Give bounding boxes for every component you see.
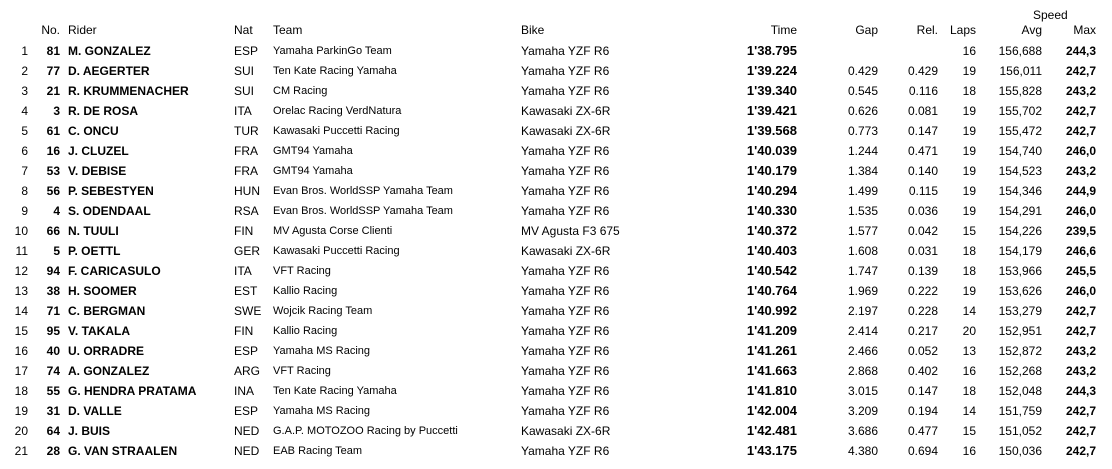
row-rider: G. VAN STRAALEN (68, 444, 178, 458)
row-gap: 2.868 (847, 364, 878, 378)
row-rel: 0.139 (907, 264, 938, 278)
row-rel: 0.052 (907, 344, 938, 358)
row-gap: 2.414 (847, 324, 878, 338)
row-rider: U. ORRADRE (68, 344, 145, 358)
row-laps: 15 (962, 224, 976, 238)
row-laps: 18 (962, 384, 976, 398)
row-laps: 16 (962, 444, 976, 458)
row-team: VFT Racing (273, 265, 331, 277)
table-row (0, 261, 1112, 281)
header-nat: Nat (234, 23, 253, 37)
table-header (0, 23, 1112, 38)
row-avg-speed: 154,291 (998, 204, 1042, 218)
row-position: 20 (14, 424, 28, 438)
row-laps: 19 (962, 284, 976, 298)
row-max-speed: 246,0 (1065, 204, 1096, 218)
row-position: 1 (21, 44, 28, 58)
row-nationality: FIN (234, 324, 254, 338)
row-position: 17 (14, 364, 28, 378)
row-number: 55 (46, 384, 60, 398)
row-bike: Yamaha YZF R6 (521, 64, 610, 78)
row-rider: R. DE ROSA (68, 104, 139, 118)
row-team: Yamaha ParkinGo Team (273, 45, 392, 57)
row-bike: Yamaha YZF R6 (521, 84, 610, 98)
row-team: GMT94 Yamaha (273, 145, 353, 157)
header-team: Team (273, 23, 303, 37)
row-nationality: NED (234, 444, 260, 458)
row-number: 16 (46, 144, 60, 158)
table-row (0, 281, 1112, 301)
table-row (0, 341, 1112, 361)
row-rider: C. ONCU (68, 124, 119, 138)
row-laps: 14 (962, 304, 976, 318)
row-nationality: ARG (234, 364, 261, 378)
row-max-speed: 243,2 (1065, 344, 1096, 358)
row-rel: 0.222 (907, 284, 938, 298)
row-nationality: ITA (234, 264, 252, 278)
row-rider: D. VALLE (68, 404, 122, 418)
row-team: Evan Bros. WorldSSP Yamaha Team (273, 185, 453, 197)
row-max-speed: 242,7 (1065, 324, 1096, 338)
row-max-speed: 242,7 (1065, 64, 1096, 78)
row-rider: R. KRUMMENACHER (68, 84, 189, 98)
row-number: 56 (46, 184, 60, 198)
row-gap: 3.686 (847, 424, 878, 438)
row-position: 14 (14, 304, 28, 318)
row-max-speed: 243,2 (1065, 164, 1096, 178)
row-nationality: INA (234, 384, 255, 398)
row-position: 5 (21, 124, 28, 138)
row-time: 1'39.340 (746, 83, 797, 98)
row-laps: 19 (962, 164, 976, 178)
row-bike: Yamaha YZF R6 (521, 304, 610, 318)
row-nationality: TUR (234, 124, 259, 138)
row-max-speed: 245,5 (1065, 264, 1096, 278)
row-rider: F. CARICASULO (68, 264, 161, 278)
row-laps: 18 (962, 84, 976, 98)
row-gap: 1.535 (847, 204, 878, 218)
row-rider: P. OETTL (68, 244, 121, 258)
row-rider: V. TAKALA (68, 324, 131, 338)
row-gap: 0.545 (847, 84, 878, 98)
header-time: Time (770, 23, 797, 37)
table-row (0, 361, 1112, 381)
row-position: 4 (21, 104, 28, 118)
row-gap: 1.608 (847, 244, 878, 258)
row-gap: 0.429 (847, 64, 878, 78)
row-rider: J. BUIS (68, 424, 111, 438)
row-laps: 19 (962, 184, 976, 198)
row-nationality: FIN (234, 224, 254, 238)
row-max-speed: 244,3 (1065, 44, 1096, 58)
row-laps: 20 (962, 324, 976, 338)
row-team: Evan Bros. WorldSSP Yamaha Team (273, 205, 453, 217)
row-avg-speed: 155,828 (998, 84, 1042, 98)
row-avg-speed: 152,048 (998, 384, 1042, 398)
row-time: 1'40.179 (746, 163, 797, 178)
row-max-speed: 242,7 (1065, 404, 1096, 418)
row-nationality: ESP (234, 404, 259, 418)
row-avg-speed: 152,268 (998, 364, 1042, 378)
row-position: 10 (14, 224, 28, 238)
row-rel: 0.147 (907, 124, 938, 138)
row-rider: N. TUULI (68, 224, 119, 238)
row-avg-speed: 150,036 (998, 444, 1042, 458)
row-laps: 14 (962, 404, 976, 418)
row-number: 66 (46, 224, 60, 238)
row-laps: 19 (962, 64, 976, 78)
row-bike: Kawasaki ZX-6R (521, 244, 611, 258)
row-bike: Yamaha YZF R6 (521, 384, 610, 398)
row-number: 53 (46, 164, 60, 178)
row-team: Wojcik Racing Team (273, 305, 373, 317)
row-time: 1'40.330 (746, 203, 797, 218)
row-bike: Yamaha YZF R6 (521, 264, 610, 278)
row-bike: Yamaha YZF R6 (521, 204, 610, 218)
row-rider: H. SOOMER (68, 284, 137, 298)
row-team: EAB Racing Team (273, 445, 363, 457)
row-laps: 16 (962, 364, 976, 378)
row-gap: 0.626 (847, 104, 878, 118)
row-position: 11 (15, 244, 28, 258)
row-time: 1'41.209 (746, 323, 797, 338)
row-nationality: FRA (234, 164, 258, 178)
row-number: 94 (46, 264, 60, 278)
row-position: 18 (14, 384, 28, 398)
row-number: 64 (46, 424, 60, 438)
row-bike: Yamaha YZF R6 (521, 364, 610, 378)
row-nationality: EST (234, 284, 258, 298)
row-bike: Yamaha YZF R6 (521, 444, 610, 458)
row-bike: Kawasaki ZX-6R (521, 104, 611, 118)
row-gap: 4.380 (847, 444, 878, 458)
row-avg-speed: 153,966 (998, 264, 1042, 278)
row-team: MV Agusta Corse Clienti (273, 225, 393, 237)
row-gap: 1.577 (847, 224, 878, 238)
row-rider: D. AEGERTER (68, 64, 150, 78)
row-rider: J. CLUZEL (68, 144, 129, 158)
row-number: 77 (46, 64, 60, 78)
row-number: 38 (46, 284, 60, 298)
header-rel: Rel. (916, 23, 938, 37)
row-laps: 18 (962, 264, 976, 278)
row-rel: 0.477 (907, 424, 938, 438)
row-bike: MV Agusta F3 675 (521, 224, 620, 238)
row-team: Orelac Racing VerdNatura (273, 105, 402, 117)
row-laps: 19 (962, 104, 976, 118)
row-time: 1'41.261 (746, 343, 797, 358)
row-time: 1'40.764 (746, 283, 797, 298)
row-number: 40 (46, 344, 60, 358)
row-rel: 0.042 (907, 224, 938, 238)
row-laps: 19 (962, 204, 976, 218)
row-max-speed: 244,3 (1065, 384, 1096, 398)
row-time: 1'42.004 (746, 403, 797, 418)
row-rel: 0.429 (907, 64, 938, 78)
row-number: 4 (53, 204, 60, 218)
row-nationality: NED (234, 424, 260, 438)
speed-group-header: Speed (1033, 8, 1068, 22)
row-rel: 0.694 (907, 444, 938, 458)
row-gap: 1.747 (847, 264, 878, 278)
row-laps: 15 (962, 424, 976, 438)
row-bike: Kawasaki ZX-6R (521, 424, 611, 438)
row-max-speed: 243,2 (1065, 84, 1096, 98)
row-rider: A. GONZALEZ (68, 364, 150, 378)
header-no: No. (41, 23, 60, 37)
row-max-speed: 242,7 (1065, 424, 1096, 438)
row-avg-speed: 156,688 (998, 44, 1042, 58)
row-rider: M. GONZALEZ (68, 44, 151, 58)
table-row (0, 301, 1112, 321)
header-rider: Rider (68, 23, 97, 37)
row-nationality: RSA (234, 204, 259, 218)
table-row (0, 381, 1112, 401)
row-nationality: SUI (234, 84, 255, 98)
row-avg-speed: 155,472 (998, 124, 1042, 138)
row-position: 12 (14, 264, 28, 278)
row-gap: 0.773 (847, 124, 878, 138)
row-rider: P. SEBESTYEN (68, 184, 154, 198)
row-number: 81 (46, 44, 60, 58)
row-laps: 16 (962, 44, 976, 58)
row-number: 3 (53, 104, 60, 118)
row-gap: 1.499 (847, 184, 878, 198)
row-time: 1'40.542 (746, 263, 797, 278)
row-gap: 1.244 (847, 144, 878, 158)
row-laps: 18 (962, 244, 976, 258)
row-nationality: SWE (234, 304, 262, 318)
header-max: Max (1073, 23, 1096, 37)
row-rel: 0.471 (907, 144, 938, 158)
row-position: 21 (14, 444, 28, 458)
table-row (0, 321, 1112, 341)
row-team: Yamaha MS Racing (273, 345, 371, 357)
row-max-speed: 246,6 (1065, 244, 1096, 258)
row-avg-speed: 154,523 (998, 164, 1042, 178)
table-row (0, 41, 1112, 61)
row-time: 1'39.224 (746, 63, 797, 78)
row-max-speed: 242,7 (1065, 104, 1096, 118)
row-rel: 0.228 (907, 304, 938, 318)
row-team: Kallio Racing (273, 325, 338, 337)
row-avg-speed: 154,226 (998, 224, 1042, 238)
row-team: Kawasaki Puccetti Racing (273, 245, 400, 257)
row-number: 95 (46, 324, 60, 338)
row-gap: 1.969 (847, 284, 878, 298)
row-max-speed: 246,0 (1065, 284, 1096, 298)
row-team: CM Racing (273, 85, 328, 97)
row-avg-speed: 152,872 (998, 344, 1042, 358)
row-time: 1'40.039 (746, 143, 797, 158)
row-laps: 19 (962, 124, 976, 138)
row-bike: Yamaha YZF R6 (521, 144, 610, 158)
row-rel: 0.147 (907, 384, 938, 398)
row-rider: S. ODENDAAL (68, 204, 151, 218)
row-position: 16 (14, 344, 28, 358)
table-row (0, 61, 1112, 81)
row-rel: 0.217 (907, 324, 938, 338)
row-number: 71 (46, 304, 60, 318)
table-row (0, 441, 1112, 461)
row-rel: 0.115 (908, 184, 938, 198)
row-bike: Yamaha YZF R6 (521, 404, 610, 418)
row-bike: Yamaha YZF R6 (521, 324, 610, 338)
row-number: 21 (46, 84, 60, 98)
row-position: 8 (21, 184, 28, 198)
row-team: Kallio Racing (273, 285, 338, 297)
row-rel: 0.194 (907, 404, 938, 418)
row-rel: 0.031 (907, 244, 938, 258)
row-time: 1'39.421 (746, 103, 797, 118)
row-gap: 3.209 (847, 404, 878, 418)
row-avg-speed: 153,279 (998, 304, 1042, 318)
row-max-speed: 242,7 (1065, 304, 1096, 318)
row-team: VFT Racing (273, 365, 331, 377)
row-team: Kawasaki Puccetti Racing (273, 125, 400, 137)
row-nationality: SUI (234, 64, 255, 78)
row-avg-speed: 151,759 (998, 404, 1042, 418)
row-time: 1'41.663 (746, 363, 797, 378)
row-nationality: ESP (234, 344, 259, 358)
row-nationality: ITA (234, 104, 252, 118)
row-time: 1'40.403 (746, 243, 797, 258)
row-max-speed: 242,7 (1065, 124, 1096, 138)
header-avg: Avg (1021, 23, 1042, 37)
row-time: 1'38.795 (746, 43, 797, 58)
row-rider: C. BERGMAN (68, 304, 146, 318)
row-avg-speed: 154,346 (998, 184, 1042, 198)
row-rider: G. HENDRA PRATAMA (68, 384, 197, 398)
row-team: G.A.P. MOTOZOO Racing by Puccetti (273, 425, 458, 437)
row-number: 74 (46, 364, 60, 378)
row-number: 61 (46, 124, 60, 138)
table-row (0, 121, 1112, 141)
row-avg-speed: 154,179 (998, 244, 1042, 258)
row-max-speed: 243,2 (1065, 364, 1096, 378)
row-position: 9 (21, 204, 28, 218)
table-row (0, 181, 1112, 201)
row-avg-speed: 156,011 (999, 64, 1042, 78)
table-row (0, 161, 1112, 181)
row-nationality: HUN (234, 184, 260, 198)
row-nationality: ESP (234, 44, 259, 58)
row-rel: 0.036 (907, 204, 938, 218)
header-laps: Laps (949, 23, 976, 37)
row-time: 1'41.810 (746, 383, 797, 398)
row-avg-speed: 153,626 (998, 284, 1042, 298)
table-row (0, 241, 1112, 261)
row-avg-speed: 152,951 (998, 324, 1042, 338)
row-nationality: GER (234, 244, 261, 258)
table-row (0, 201, 1112, 221)
row-gap: 3.015 (847, 384, 878, 398)
row-team: Yamaha MS Racing (273, 405, 371, 417)
row-bike: Yamaha YZF R6 (521, 344, 610, 358)
row-team: GMT94 Yamaha (273, 165, 353, 177)
row-position: 19 (14, 404, 28, 418)
row-bike: Yamaha YZF R6 (521, 44, 610, 58)
row-number: 28 (46, 444, 60, 458)
row-time: 1'40.294 (746, 183, 797, 198)
row-rel: 0.140 (907, 164, 938, 178)
row-laps: 19 (962, 144, 976, 158)
row-number: 5 (53, 244, 60, 258)
table-row (0, 141, 1112, 161)
row-position: 2 (21, 64, 28, 78)
row-nationality: FRA (234, 144, 258, 158)
row-position: 3 (21, 84, 28, 98)
row-rider: V. DEBISE (68, 164, 127, 178)
row-time: 1'40.372 (746, 223, 797, 238)
row-time: 1'40.992 (746, 303, 797, 318)
header-gap: Gap (855, 23, 878, 37)
row-rel: 0.116 (908, 84, 938, 98)
row-position: 7 (21, 164, 28, 178)
table-body (0, 41, 1112, 461)
row-gap: 2.466 (847, 344, 878, 358)
row-laps: 13 (962, 344, 976, 358)
row-max-speed: 244,9 (1065, 184, 1096, 198)
table-row (0, 421, 1112, 441)
row-max-speed: 239,5 (1065, 224, 1096, 238)
row-avg-speed: 155,702 (998, 104, 1042, 118)
row-position: 13 (14, 284, 28, 298)
row-max-speed: 246,0 (1065, 144, 1096, 158)
row-bike: Kawasaki ZX-6R (521, 124, 611, 138)
row-gap: 1.384 (847, 164, 878, 178)
row-position: 6 (21, 144, 28, 158)
row-avg-speed: 154,740 (998, 144, 1042, 158)
row-rel: 0.081 (907, 104, 938, 118)
row-position: 15 (14, 324, 28, 338)
row-time: 1'42.481 (746, 423, 797, 438)
row-bike: Yamaha YZF R6 (521, 284, 610, 298)
row-rel: 0.402 (907, 364, 938, 378)
table-row (0, 401, 1112, 421)
row-time: 1'39.568 (746, 123, 797, 138)
header-bike: Bike (521, 23, 545, 37)
row-team: Ten Kate Racing Yamaha (273, 385, 397, 397)
table-row (0, 221, 1112, 241)
table-row (0, 101, 1112, 121)
row-time: 1'43.175 (746, 443, 797, 458)
row-avg-speed: 151,052 (998, 424, 1042, 438)
row-max-speed: 242,7 (1065, 444, 1096, 458)
row-bike: Yamaha YZF R6 (521, 164, 610, 178)
row-bike: Yamaha YZF R6 (521, 184, 610, 198)
table-row (0, 81, 1112, 101)
row-team: Ten Kate Racing Yamaha (273, 65, 397, 77)
row-gap: 2.197 (847, 304, 878, 318)
row-number: 31 (46, 404, 60, 418)
